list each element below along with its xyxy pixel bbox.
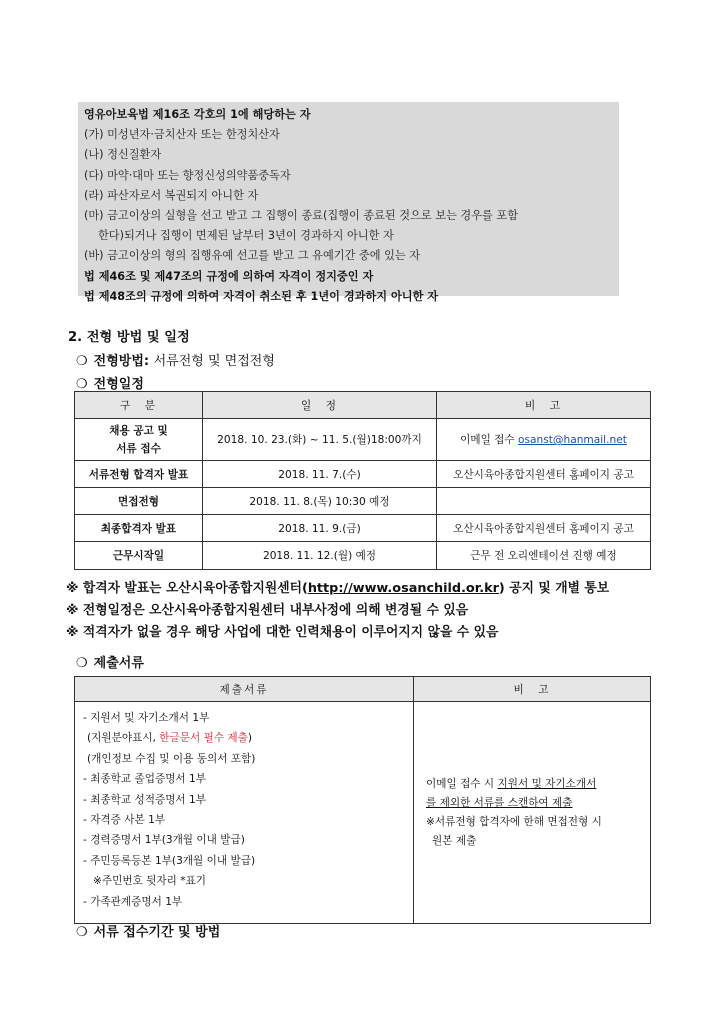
circle-bullet-icon: ❍	[76, 925, 88, 940]
disqualification-line: (라) 파산자로서 복권되지 아니한 자	[84, 188, 259, 202]
email-link[interactable]: osanst@hanmail.net	[518, 434, 627, 446]
header-documents: 제출서류	[75, 677, 414, 702]
remark-line: ※서류전형 합격자에 한해 면접전형 시	[426, 815, 602, 828]
documents-table	[74, 676, 651, 924]
documents-header-row	[75, 677, 651, 702]
disqualification-line: (다) 마약·대마 또는 향정신성의약품중독자	[84, 168, 291, 182]
schedule-row	[75, 542, 651, 570]
schedule-label-cell: 채용 공고 및 서류 접수	[75, 419, 203, 461]
header-date: 일 정	[203, 392, 437, 419]
header-remarks: 비 고	[414, 677, 651, 702]
schedule-row	[75, 488, 651, 515]
section-title: 2. 전형 방법 및 일정	[68, 330, 190, 345]
schedule-bullet	[76, 373, 144, 392]
next-section-bullet	[76, 921, 220, 940]
note-text: ※ 합격자 발표는 오산시육아종합지원센터(	[66, 581, 308, 596]
schedule-header-row	[75, 392, 651, 419]
remark-underlined: 지원서 및 자기소개서	[497, 777, 597, 790]
disqualification-line: (나) 정신질환자	[84, 148, 162, 162]
schedule-date-cell: 2018. 11. 7.(수)	[203, 461, 437, 488]
schedule-label-cell: 근무시작일	[75, 542, 203, 570]
document-item: ※주민번호 뒷자리 *표기	[93, 875, 207, 888]
disqualification-line: (가) 미성년자·금치산자 또는 한정치산자	[84, 128, 280, 142]
schedule-label-cell: 면접전형	[75, 488, 203, 515]
schedule-row	[75, 419, 651, 461]
schedule-label-cell: 서류전형 합격자 발표	[75, 461, 203, 488]
schedule-row	[75, 461, 651, 488]
schedule-date-cell: 2018. 11. 8.(목) 10:30 예정	[203, 488, 437, 515]
method-value: 서류전형 및 면접전형	[153, 354, 275, 369]
header-category: 구 분	[75, 392, 203, 419]
documents-label: 제출서류	[93, 656, 144, 671]
circle-bullet-icon: ❍	[76, 377, 88, 392]
schedule-note-cell: 근무 전 오리엔테이션 진행 예정	[437, 542, 651, 570]
notes-block	[66, 578, 609, 644]
disqualification-line: 한다)되거나 집행이 면제된 날부터 3년이 경과하지 아니한 자	[98, 229, 394, 243]
note-schedule-change: ※ 전형일정은 오산시육아종합지원센터 내부사정에 의해 변경될 수 있음	[66, 603, 469, 618]
method-bullet	[76, 350, 275, 369]
document-item: (개인정보 수집 및 이용 동의서 포함)	[87, 752, 256, 765]
remark-text: 이메일 접수 시	[426, 777, 498, 790]
document-item: - 지원서 및 자기소개서 1부	[83, 712, 210, 724]
disqualification-line: 영유아보육법 제16조 각호의 1에 해당하는 자	[84, 108, 311, 121]
note-announcement	[66, 578, 609, 600]
document-item: - 최종학교 성적증명서 1부	[83, 793, 206, 806]
schedule-date-cell: 2018. 10. 23.(화) ~ 11. 5.(월)18:00까지	[203, 419, 437, 461]
schedule-note-cell: 오산시육아종합지원센터 홈페이지 공고	[437, 461, 651, 488]
note-text: ) 공지 및 개별 통보	[498, 581, 610, 596]
schedule-note-cell	[437, 419, 651, 461]
documents-row	[75, 702, 651, 924]
schedule-date-cell: 2018. 11. 12.(월) 예정	[203, 542, 437, 570]
document-item: - 경력증명서 1부(3개월 이내 발급)	[83, 834, 245, 847]
schedule-date-cell: 2018. 11. 9.(금)	[203, 515, 437, 542]
note-no-hire: ※ 적격자가 없을 경우 해당 사업에 대한 인력채용이 이루어지지 않을 수 있음	[66, 625, 499, 640]
item-text: )	[247, 732, 253, 745]
documents-bullet	[76, 652, 144, 671]
schedule-note-cell: 오산시육아종합지원센터 홈페이지 공고	[437, 515, 651, 542]
documents-list	[75, 702, 414, 924]
disqualification-line: (바) 금고이상의 형의 집행유예 선고를 받고 그 유예기간 중에 있는 자	[84, 249, 421, 263]
disqualification-line: (마) 금고이상의 실형을 선고 받고 그 집행이 종료(집행이 종료된 것으로 보는 경우를 포함	[84, 209, 519, 223]
remark-line	[426, 775, 650, 794]
document-item: - 가족관계증명서 1부	[83, 895, 183, 908]
item-text: (지원분야표시,	[87, 732, 160, 745]
documents-remarks	[414, 702, 651, 924]
item-required-text: 한글문서 필수 제출	[159, 732, 248, 745]
method-label: 전형방법:	[93, 354, 154, 369]
remark-line: 를 제외한 서류를 스캔하여 제출	[426, 796, 573, 809]
schedule-label: 전형일정	[93, 377, 144, 392]
document-item: - 최종학교 졸업증명서 1부	[83, 773, 206, 786]
circle-bullet-icon: ❍	[76, 354, 88, 369]
note-text: 이메일 접수	[460, 434, 519, 446]
header-note: 비 고	[437, 392, 651, 419]
disqualification-box	[78, 102, 619, 303]
remark-line: 원본 제출	[432, 834, 477, 847]
document-item	[83, 728, 413, 748]
schedule-table	[74, 391, 651, 570]
disqualification-line: 법 제48조의 규정에 의하여 자격이 취소된 후 1년이 경과하지 아니한 자	[84, 289, 439, 303]
document-item: - 주민등록등본 1부(3개월 이내 발급)	[83, 854, 256, 867]
schedule-note-cell	[437, 488, 651, 515]
document-item: - 자격증 사본 1부	[83, 814, 166, 827]
disqualification-line: 법 제46조 및 제47조의 규정에 의하여 자격이 정지중인 자	[84, 269, 374, 283]
schedule-label-cell: 최종합격자 발표	[75, 515, 203, 542]
next-section-label: 서류 접수기간 및 방법	[93, 925, 221, 940]
website-link[interactable]: http://www.osanchild.or.kr	[307, 581, 499, 596]
schedule-row	[75, 515, 651, 542]
circle-bullet-icon: ❍	[76, 656, 88, 671]
